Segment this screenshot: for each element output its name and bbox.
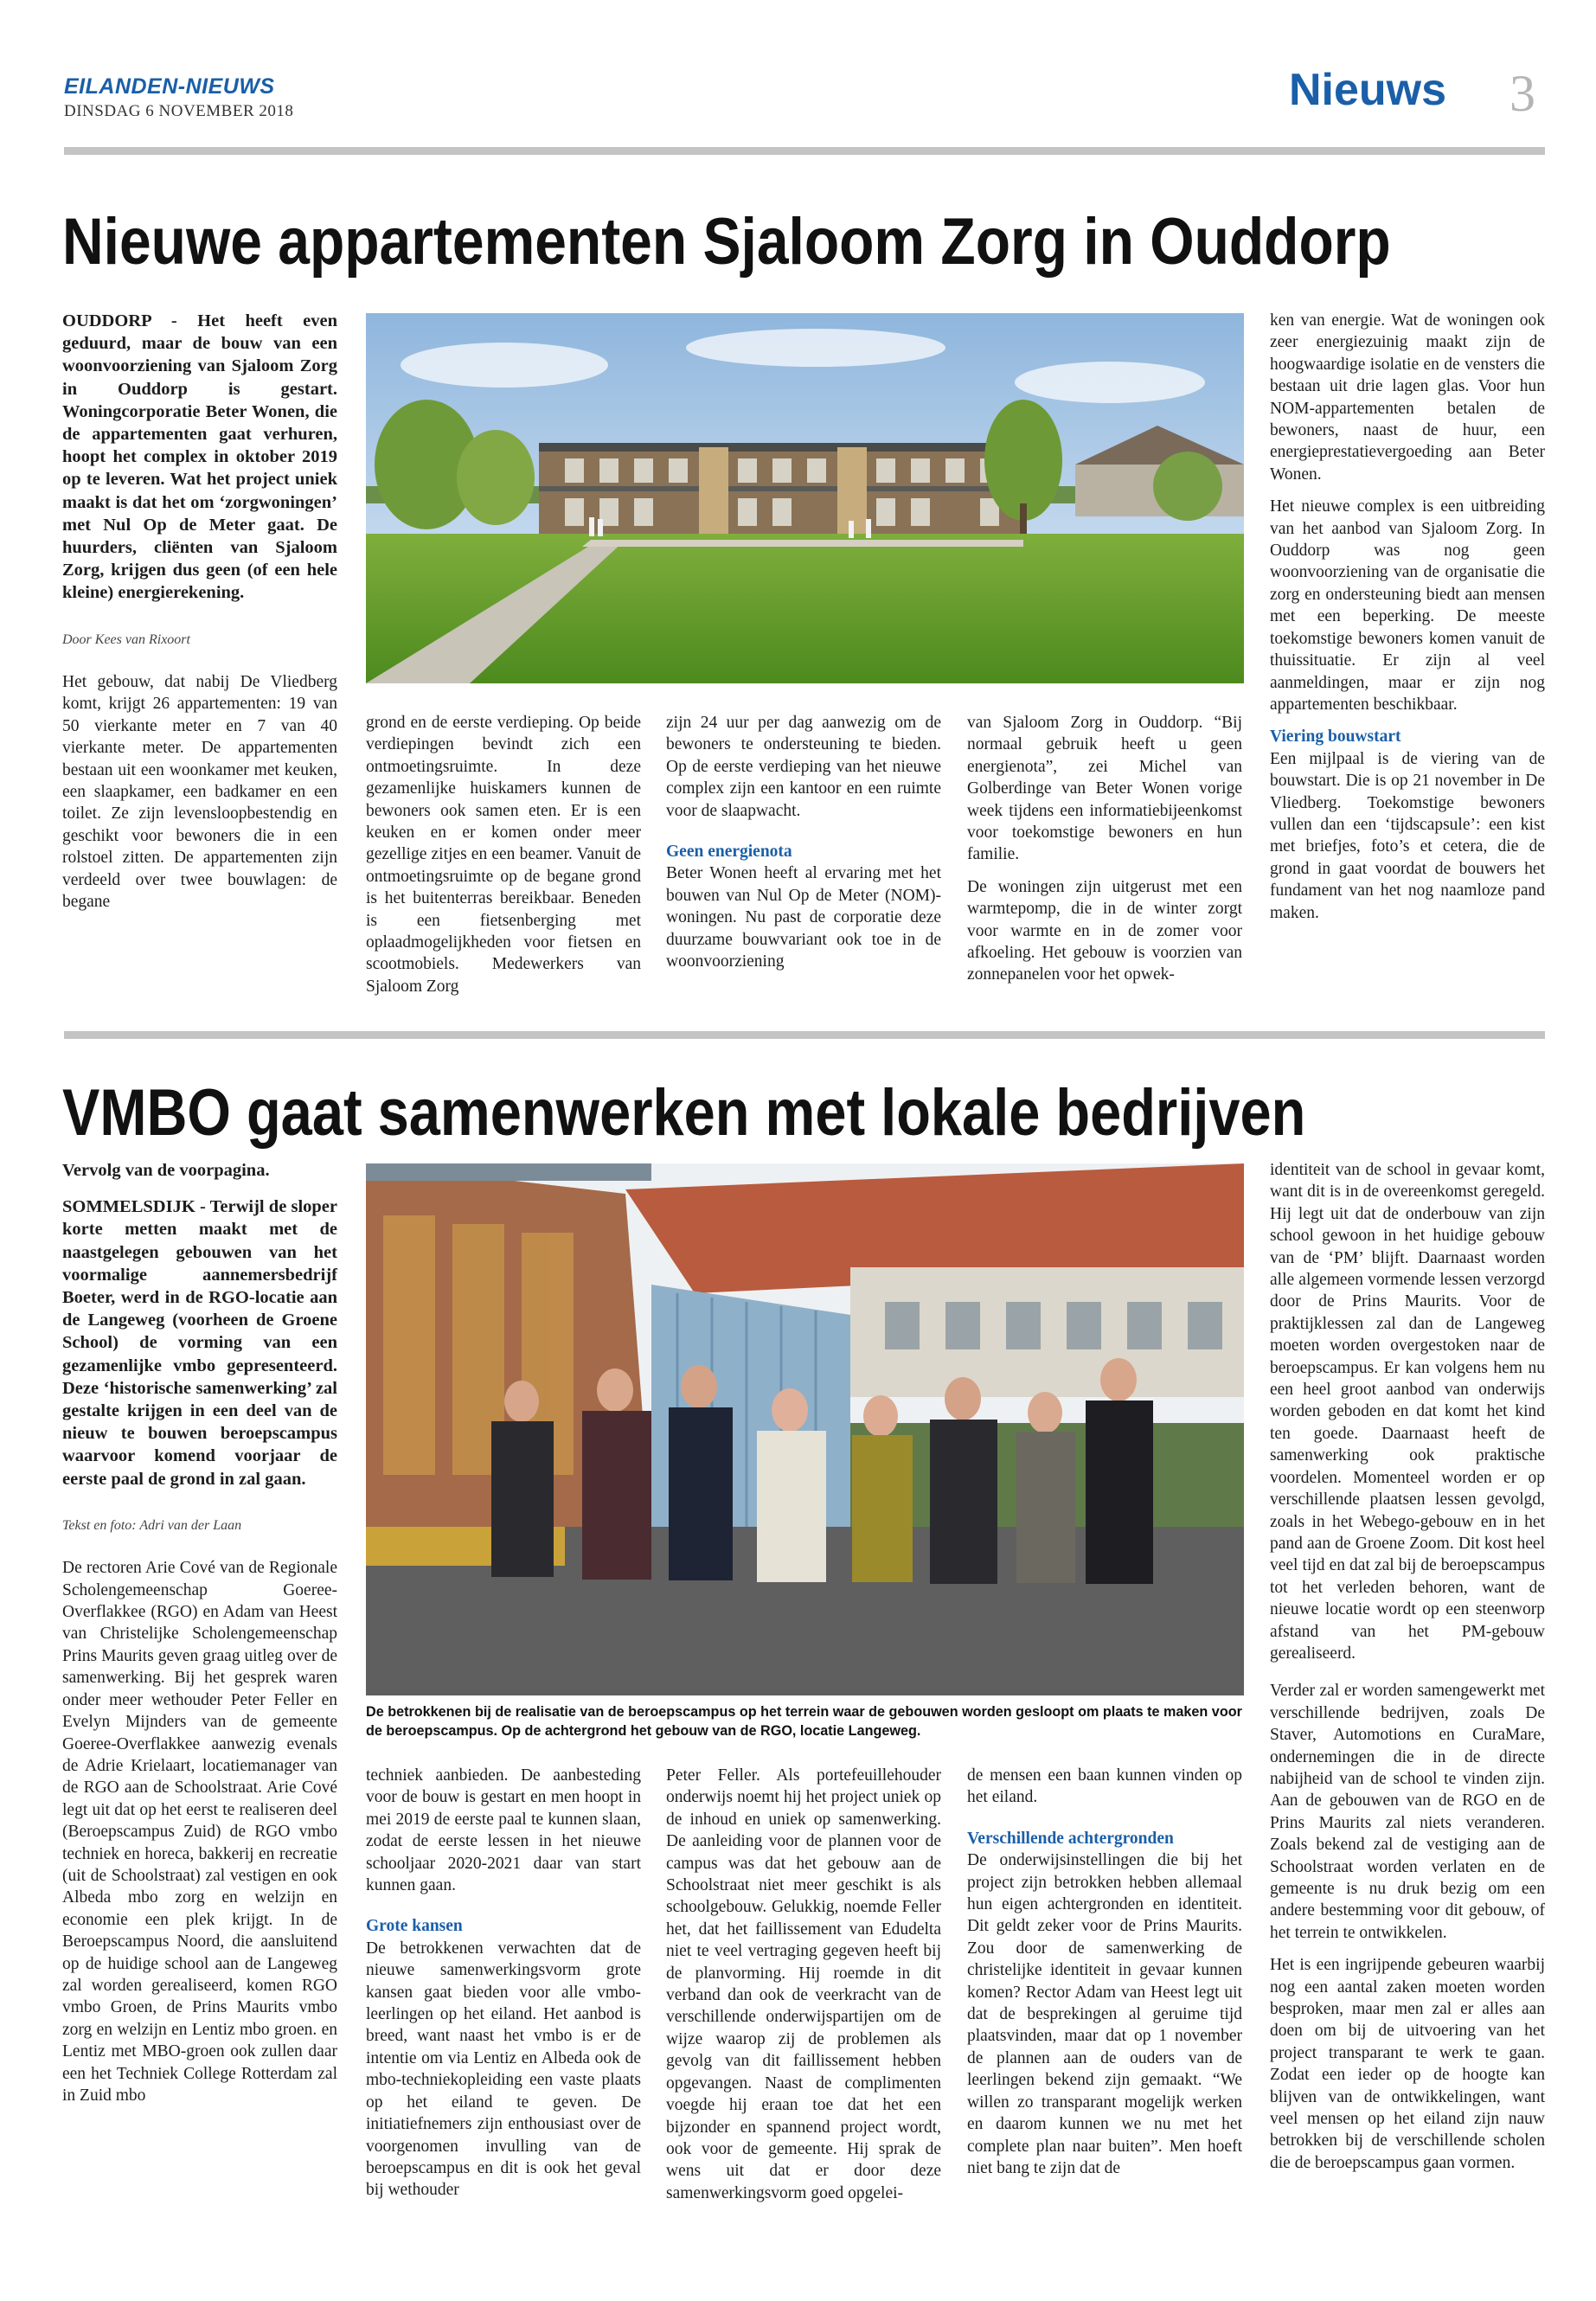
- section-label: Nieuws: [1289, 65, 1447, 115]
- article2-col4-text: de mensen een baan kunnen vinden op het eiland.: [967, 1766, 1242, 1807]
- article2-subhead-achtergronden: Verschillende achtergronden: [967, 1829, 1174, 1848]
- issue-date: DINSDAG 6 NOVEMBER 2018: [64, 102, 294, 120]
- article1-column-3: [666, 712, 941, 983]
- newspaper-logo: EILANDEN-NIEUWS: [64, 74, 275, 99]
- article2-col5-text-2: Verder zal er worden samengewerkt met verschillende bedrijven, zoals De Staver, Automotions en CuraMare, ondernemingen die in de directe nabijheid van de school te vinden zijn. Aan de gebouwen van de RGO en de Prins Maurits zal niets veranderen. Zoals bekend zal de vestiging aan de Schoolstraat worden verlaten en de gemeente is nu druk bezig om een andere bestemming voor dit gebouw, of het terrein te ontwikkelen.: [1270, 1682, 1545, 1942]
- article1-col5-text-3: Een mijlpaal is de viering van de bouwstart. Die is op 21 november in De Vliedberg. Toekomstige bewoners vullen dan een ‘tijdscapsule’: een kist met briefjes, foto’s et cetera, die de grond in gaat voordat de bouwers het fundament van het nog naamloze pand maken.: [1270, 749, 1545, 922]
- article1-column-2: [366, 712, 641, 1008]
- article2-photo-group: [366, 1163, 1244, 1695]
- top-divider: [64, 147, 1545, 155]
- article1-col4-text-2: De woningen zijn uitgerust met een warmtepomp, die in de winter zorgt voor warmte en in de zomer voor afkoeling. Het gebouw is voorzien van zonnepanelen voor het opwek-: [967, 877, 1242, 984]
- article2-column-1: [62, 1159, 337, 2117]
- article1-col1-text: Het gebouw, dat nabij De Vliedberg komt, krijgt 26 appartementen: 19 van 50 vierkante meter en 7 van 40 vierkante meter. De appartementen bestaan uit een woonkamer met keuken, een slaapkamer, een badkamer en een toilet. Ze zijn levensloopbestendig en geschikt voor bewoners die in een rolstoel zitten. De appartementen zijn verdeeld over twee bouwlagen: de begane: [62, 673, 337, 912]
- building-render-image: [366, 313, 1244, 683]
- article2-column-2: [366, 1765, 641, 2212]
- article2-subhead-grote-kansen: Grote kansen: [366, 1917, 463, 1936]
- article1-subhead-viering: Viering bouwstart: [1270, 727, 1401, 747]
- article1-lead: OUDDORP - Het heeft even geduurd, maar de bouw van een woonvoorziening van Sjaloom Zorg in Ouddorp is gestart. Woningcorporatie Beter Wonen, die de appartementen gaat verhuren, hoopt het complex in oktober 2019 op te leveren. Wat het project uniek maakt is dat het om ‘zorgwoningen’ met Nul Op de Meter gaat. De huurders, cliënten van Sjaloom Zorg, krijgen dus geen (of een hele kleine) energierekening.: [62, 311, 337, 603]
- article2-headline: VMBO gaat samenwerken met lokale bedrijven: [62, 1076, 1306, 1150]
- article2-column-4: [967, 1765, 1242, 2189]
- article2-col4-text-2: De onderwijsinstellingen die bij het project zijn betrokken hebben allemaal hun eigen achtergronden en identiteit. Dit geldt zeker voor de Prins Maurits. Zou door de samenwerking de christelijke identiteit in gevaar kunnen komen? Rector Adam van Heest legt uit dat de besprekingen al geruime tijd plaatsvinden, maar dat op 1 november de plannen aan de ouders van de leerlingen bekend zijn gemaakt. “We willen zo transparant mogelijk werken en daarom kunnen we nu met het complete plan naar buiten”. Men hoeft niet bang te zijn dat de: [967, 1851, 1242, 2177]
- article1-col5-text-2: Het nieuwe complex is een uitbreiding van het aanbod van Sjaloom Zorg. In Ouddorp was nog geen woonvoorziening van de organisatie die zorg en ondersteuning biedt aan mensen met een beperking. De meeste toekomstige bewoners komen vanuit de thuissituatie. Er zijn al veel aanmeldingen, maar er zijn nog appartementen beschikbaar.: [1270, 497, 1545, 714]
- article2-column-5: [1270, 1159, 1545, 2184]
- article1-col4-text: van Sjaloom Zorg in Ouddorp. “Bij normaal gebruik heeft u geen energienota”, zei Michel van Golberdinge van Beter Wonen vorige week tijdens een informatiebijeenkomst voor toekomstige bewoners en hun familie.: [967, 714, 1242, 864]
- article2-col2-text-2: De betrokkenen verwachten dat de nieuwe samenwerkingsvorm grote kansen gaat bieden voor alle vmbo-leerlingen op het eiland. Het aanbod is breed, want naast het vmbo is er de intentie om via Lentiz en Albeda ook de mbo-techniekopleiding een vaste plaats op het eiland te geven. De initiatiefnemers zijn enthousiast over de voorgenomen invulling van de beroepscampus en dit is ook het geval bij wethouder: [366, 1939, 641, 2200]
- group-photo-image: [366, 1163, 1244, 1695]
- article1-subhead-energienota: Geen energienota: [666, 843, 792, 862]
- article1-column-1: [62, 310, 337, 924]
- article1-col5-text: ken van energie. Wat de woningen ook zeer energiezuinig maakt zijn de hoogwaardige isolatie en de vensters die bestaan uit drie lagen glas. Voor hun NOM-appartementen betalen de bewoners, naast de huur, een energieprestatievergoeding aan Beter Wonen.: [1270, 311, 1545, 484]
- article2-continued-note: Vervolg van de voorpagina.: [62, 1161, 270, 1180]
- article2-col2-text: techniek aanbieden. De aanbesteding voor de bouw is gestart en men hoopt in mei 2019 de eerste paal te kunnen slaan, zodat de eerste lessen in het nieuwe schooljaar 2020-2021 daar van start kunnen gaan.: [366, 1766, 641, 1895]
- article2-col5-text-3: Het is een ingrijpende gebeuren waarbij nog een aantal zaken moeten worden besproken, maar men zal er alles aan doen om bij de uitvoering van het project transparant te werk te gaan. Zodat een ieder op de hoogte kan blijven van de ontwikkelingen, want veel mensen op het eiland zijn nauw betrokken bij de verschillende scholen die de beroepscampus gaan vormen.: [1270, 1956, 1545, 2172]
- article1-column-5: [1270, 310, 1545, 934]
- article1-col3-text: zijn 24 uur per dag aanwezig om de bewoners te ondersteuning te bieden. Op de eerste verdieping van het nieuwe complex zijn een kantoor en een ruimte voor de slaapwacht.: [666, 714, 941, 820]
- article1-byline: Door Kees van Rixoort: [62, 631, 190, 647]
- article2-column-3: [666, 1765, 941, 2214]
- article1-col3-text-2: Beter Wonen heeft al ervaring met het bouwen van Nul Op de Meter (NOM)-woningen. Nu past de corporatie deze duurzame bouwvariant ook toe in de woonvoorziening: [666, 864, 941, 971]
- article1-headline: Nieuwe appartementen Sjaloom Zorg in Ouddorp: [62, 205, 1391, 279]
- article2-photo-caption: De betrokkenen bij de realisatie van de beroepscampus op het terrein waar de gebouwen worden gesloopt om plaats te maken voor de beroepscampus. Op de achtergrond het gebouw van de RGO, locatie Langeweg.: [366, 1704, 1242, 1739]
- article2-byline: Tekst en foto: Adri van der Laan: [62, 1517, 242, 1533]
- article1-col2-text: grond en de eerste verdieping. Op beide verdiepingen bevindt zich een ontmoetingsruimte. In deze gezamenlijke huiskamers kunnen de bewoners ook samen eten. Er is een keuken en er komen onder meer gezellige zitjes en een beamer. Vanuit de ontmoetingsruimte op de begane grond is het buitenterras bereikbaar. Beneden is een fietsenberging met oplaadmogelijkheden voor fietsen en scootmobiels. Medewerkers van Sjaloom Zorg: [366, 714, 641, 996]
- article2-col1-text: De rectoren Arie Cové van de Regionale Scholengemeenschap Goeree-Overflakkee (RGO) en Adam van Heest van Christelijke Scholengemeenschap Prins Maurits geven graag uitleg over de samenwerking. Bij het gesprek waren onder meer wethouder Peter Feller en Evelyn Mijnders van de gemeente Goeree-Overflakkee aanwezig evenals de Adrie Krielaart, locatiemanager van de RGO aan de Schoolstraat. Arie Cové legt uit dat op het eerst te realiseren deel (Beroepscampus Zuid) de RGO vmbo techniek en horeca, bakkerij en recreatie (uit de Schoolstraat) zal vestigen en ook Albeda mbo zorg en welzijn en economie een plek krijgt. In de Beroepscampus Noord, die aansluitend op de huidige school aan de Langeweg zal worden gerealiseerd, komen RGO vmbo Groen, de Prins Maurits vmbo zorg en welzijn en Lentiz mbo groen. en Lentiz met MBO-groen ook zullen daar een het Techniek College Rotterdam zal in Zuid mbo: [62, 1559, 337, 2105]
- article2-col5-text: identiteit van de school in gevaar komt, want dit is in de overeenkomst geregeld. Hij legt uit dat de onderbouw van zijn school gewoon in het huidige gebouw van de ‘PM’ blijft. Daarnaast worden alle algemeen vormende lessen verzorgd door de Prins Maurits. Voor de praktijklessen zal dan de Langeweg moeten worden overgestoken naar de beroepscampus. Er kan volgens hem nu een heel groot aanbod van onderwijs worden geboden en dat komt het kind ten goede. Daarnaast heeft de samenwerking ook praktische voordelen. Momenteel worden er op verschillende plaatsen lessen gevolgd, zoals in het Webego-gebouw en in het pand aan de Groene Zoom. Dit kost heel veel tijd en dat zal bij de beroepscampus tot het verleden behoren, want de nieuwe locatie wordt op een steenworp afstand van het PM-gebouw gerealiseerd.: [1270, 1161, 1545, 1663]
- page-number: 3: [1509, 65, 1535, 122]
- middle-divider: [64, 1031, 1545, 1039]
- article1-column-4: [967, 712, 1242, 997]
- article2-lead: SOMMELSDIJK - Terwijl de sloper korte metten maakt met de naastgelegen gebouwen van het voormalige aannemersbedrijf Boeter, werd in de RGO-locatie aan de Langeweg (voorheen de Groene School) de vorming van een gezamenlijke vmbo gepresenteerd. Deze ‘historische samenwerking’ zal gestalte krijgen in een deel van de nieuw te bouwen beroepscampus waarvoor komend voorjaar de eerste paal de grond in zal gaan.: [62, 1197, 337, 1489]
- article2-col3-text: Peter Feller. Als portefeuillehouder onderwijs noemt hij het project uniek op de inhoud en uniek op samenwerking. De aanleiding voor de plannen voor de campus was dat het gebouw aan de Schoolstraat niet meer geschikt is als schoolgebouw. Gelukkig, noemde Feller het, dat het faillissement van Edudelta niet te veel vertraging gegeven heeft bij de planvorming. Hij roemde in dit verband dan ook de veerkracht van de verschillende onderwijspartijen om de wijze waarop zij de problemen als gevolg van dit faillissement hebben opgevangen. Naast de complimenten voegde hij eraan toe dat het een bijzonder en spannend project wordt, ook voor de gemeente. Hij sprak de wens uit dat er door deze samenwerkingsvorm goed opgelei-: [666, 1766, 941, 2202]
- article1-photo-building: [366, 313, 1244, 683]
